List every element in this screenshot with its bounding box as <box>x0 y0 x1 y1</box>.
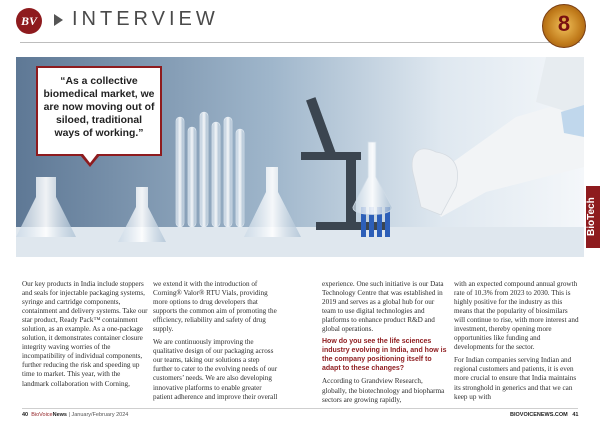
footer-divider <box>22 408 578 409</box>
pull-quote: “As a collective biomedical market, we are now moving out of siloed, traditional ways of working.” <box>36 66 162 156</box>
paragraph: Our key products in India include stoppers and seals for injectable packaging systems, syringe and cartridge components, containment and delivery systems. Take our star product, Ready Pack™ containment solution, as an example. As a one-package solution, it demonstrates container closure integrity waving worries of the incompatibility of individual components, further reducing the risk and speeding up time to market. This year, with the landmark collaboration with Corning, <box>22 280 148 388</box>
paragraph: For Indian companies serving Indian and regional customers and patients, it is even more crucial to ensure that India maintains its stronghold in generics and that we can keep up with <box>454 356 577 401</box>
footer-brand-news: News <box>52 412 67 418</box>
page-number-right: 41 <box>572 412 579 418</box>
footer-brand-voice: Voice <box>39 412 53 418</box>
footer-brand-bio: Bio <box>31 412 40 418</box>
text-column-1 <box>22 280 148 393</box>
paragraph: we extend it with the introduction of Corning® Valor® RTU Vials, providing more options to drug developers that supports the common aim of promoting the efficiency, reliability and safety of drug supply. <box>153 280 277 334</box>
brand-logo: BV <box>16 8 42 34</box>
paragraph: experience. One such initiative is our Data Technology Centre that was established in 2019 and serves as a global hub for our team to use digital technologies and platforms to enhance product R&D and global operations. <box>322 280 444 334</box>
footer-date: | January/February 2024 <box>68 412 129 418</box>
side-tab-label: BioTech <box>586 197 597 237</box>
interview-question: How do you see the life sciences industry evolving in India, and how is the company positioning itself to adapt to these changes? <box>322 338 447 372</box>
page-number-left: 40 <box>22 412 29 418</box>
footer-right <box>510 412 578 418</box>
section-title: INTERVIEW <box>72 8 219 30</box>
footer-site: BIOVOICENEWS.COM <box>510 412 568 418</box>
badge-number: 8 <box>557 11 571 36</box>
paragraph: We are continuously improving the qualitative design of our packaging across our teams, taking our solutions a step further to cater to the evolving needs of our customers’ needs. We are also developing innovative platforms to enable greater patient adherence and improve their overall <box>153 338 278 401</box>
header-divider <box>20 42 580 43</box>
paragraph: with an expected compound annual growth rate of 10.3% from 2023 to 2030. This is highly positive for the industry as this means that the popularity of biosimilars will continue to rise, with more interest and investment, thereby opening more opportunities like funding and developments for the sector. <box>454 280 579 352</box>
anniversary-badge <box>542 4 586 48</box>
text-column-3 <box>322 280 448 409</box>
quote-tail-inner <box>83 154 97 163</box>
play-icon <box>54 14 63 26</box>
text-column-4 <box>454 280 580 406</box>
text-column-2 <box>153 280 279 406</box>
paragraph: According to Grandview Research, globally, the biotechnology and biopharma sectors are growing rapidly, <box>322 377 445 404</box>
footer-left <box>22 412 128 418</box>
